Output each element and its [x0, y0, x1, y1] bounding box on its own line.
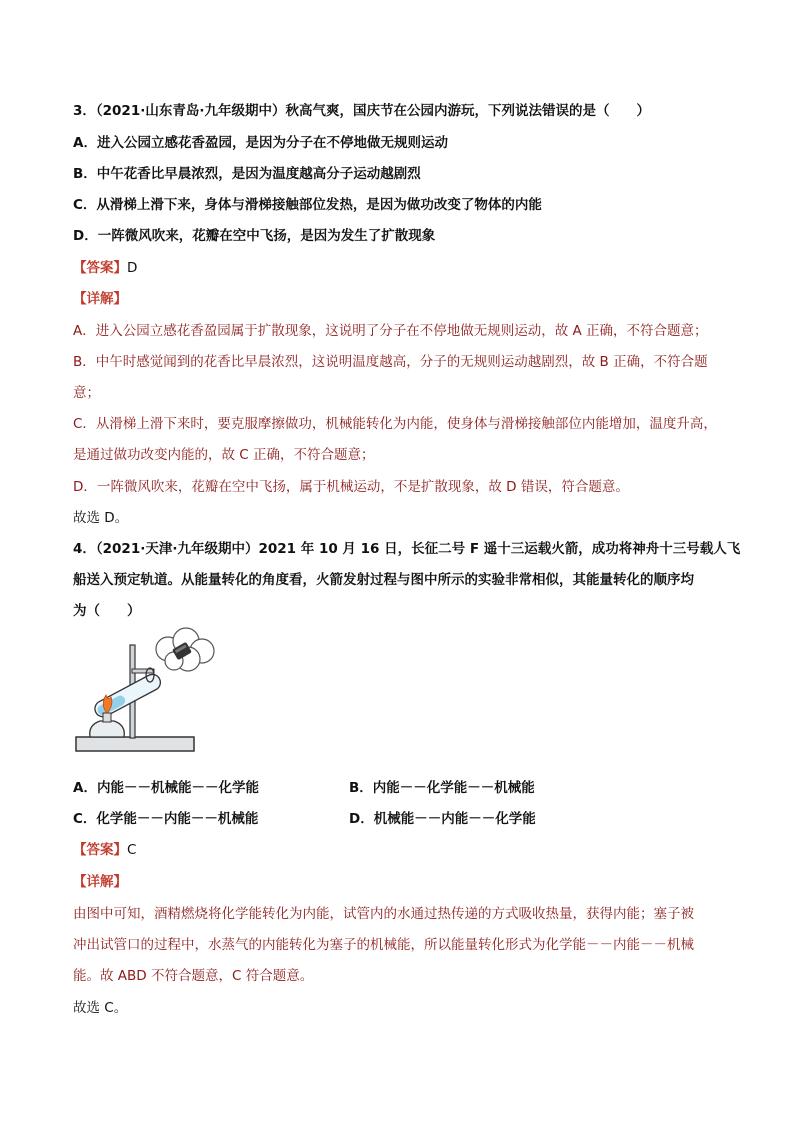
q3-detail-label: 【详解】 [73, 291, 127, 307]
test-tube-experiment-figure [70, 625, 220, 760]
q3-detail-line: 意； [73, 385, 100, 401]
q4-option-d: D．机械能－－内能－－化学能 [349, 811, 536, 827]
q4-stem-line: 为（ ） [73, 603, 141, 619]
q3-option-b: B．中午花香比早晨浓烈，是因为温度越高分子运动越剧烈 [73, 166, 421, 182]
answer-label: 【答案】 [73, 260, 127, 276]
q4-detail-line: 冲出试管口的过程中，水蒸气的内能转化为塞子的机械能，所以能量转化形式为化学能－－内能－－机械 [73, 937, 694, 953]
answer-value: D [127, 260, 138, 276]
q3-detail-line: D．一阵微风吹来，花瓣在空中飞扬，属于机械运动，不是扩散现象，故 D 错误，符合题意。 [73, 479, 629, 495]
q4-answer [73, 841, 136, 859]
q3-option-d: D．一阵微风吹来，花瓣在空中飞扬，是因为发生了扩散现象 [73, 228, 436, 244]
q4-detail-label: 【详解】 [73, 874, 127, 890]
q4-stem-line: 船送入预定轨道。从能量转化的角度看，火箭发射过程与图中所示的实验非常相似，其能量转化的顺序均 [73, 572, 694, 588]
q3-option-c: C．从滑梯上滑下来，身体与滑梯接触部位发热，是因为做功改变了物体的内能 [73, 197, 542, 213]
q4-stem-line: 4．（2021·天津·九年级期中）2021 年 10 月 16 日，长征二号 F 遥十三运载火箭，成功将神舟十三号载人飞 [73, 541, 741, 557]
q4-option-b: B．内能－－化学能－－机械能 [349, 780, 535, 796]
q3-answer [73, 259, 137, 277]
q3-detail-line: B．中午时感觉闻到的花香比早晨浓烈，这说明温度越高，分子的无规则运动越剧烈，故 B 正确，不符合题 [73, 354, 708, 370]
q3-option-a: A．进入公园立感花香盈园，是因为分子在不停地做无规则运动 [73, 135, 448, 151]
q4-option-a: A．内能－－机械能－－化学能 [73, 780, 259, 796]
q4-conclusion: 故选 C。 [73, 1000, 128, 1016]
q3-conclusion: 故选 D。 [73, 510, 129, 526]
q3-detail-line: C．从滑梯上滑下来时，要克服摩擦做功，机械能转化为内能，使身体与滑梯接触部位内能增加，温度升高， [73, 416, 717, 432]
q4-option-c: C．化学能－－内能－－机械能 [73, 811, 259, 827]
answer-value: C [127, 842, 137, 858]
q4-detail-line: 由图中可知，酒精燃烧将化学能转化为内能，试管内的水通过热传递的方式吸收热量，获得内能；塞子被 [73, 906, 694, 922]
q4-detail-line: 能。故 ABD 不符合题意，C 符合题意。 [73, 968, 314, 984]
answer-label: 【答案】 [73, 842, 127, 858]
q3-detail-line: A．进入公园立感花香盈园属于扩散现象，这说明了分子在不停地做无规则运动，故 A 正确，不符合题意； [73, 323, 708, 339]
q3-detail-line: 是通过做功改变内能的，故 C 正确，不符合题意； [73, 447, 375, 463]
q3-stem: 3．（2021·山东青岛·九年级期中）秋高气爽，国庆节在公园内游玩，下列说法错误的是（ ） [73, 103, 650, 119]
